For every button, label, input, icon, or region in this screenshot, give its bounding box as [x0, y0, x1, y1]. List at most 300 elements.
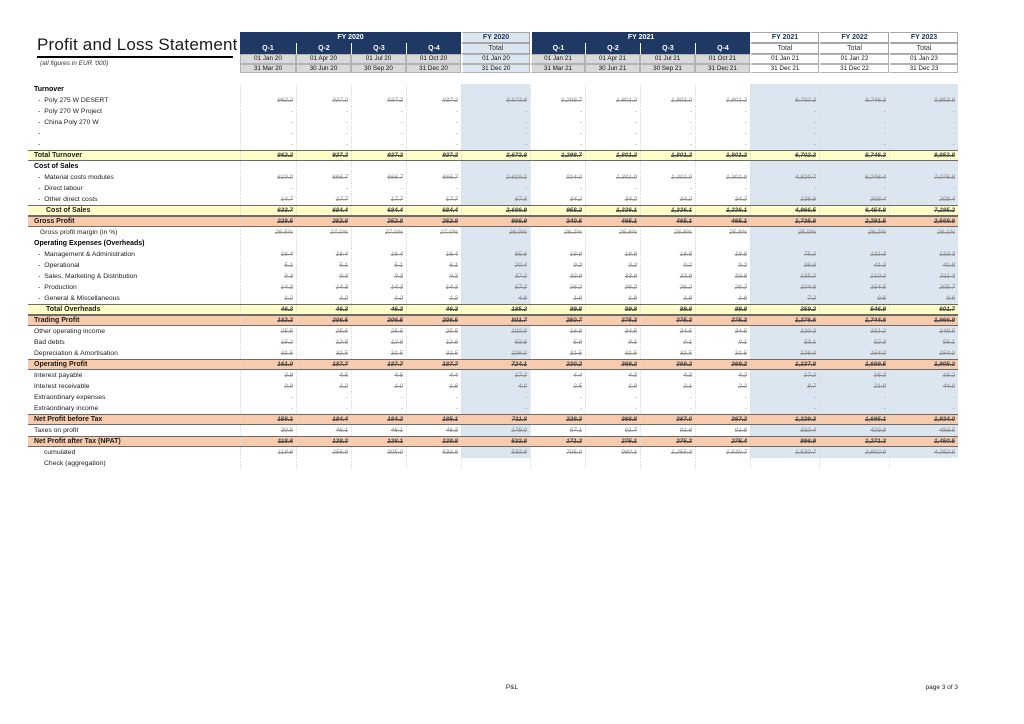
- header-group-row: [240, 32, 958, 43]
- value-cell: 17.7: [296, 194, 351, 205]
- row-label: Operating Profit: [34, 361, 88, 368]
- row-label-text: Operational: [44, 262, 80, 269]
- value-cell: [585, 84, 640, 95]
- value-cell: -: [750, 183, 819, 194]
- date-cell: 30 Jun 21: [585, 64, 640, 74]
- value-cell: -: [406, 128, 461, 139]
- value-cell: 18.8: [695, 249, 750, 260]
- bullet-dash: -: [38, 119, 41, 126]
- value-cell: 26.2%: [530, 227, 585, 238]
- value-cell: 46.3: [406, 305, 461, 314]
- col-header: Total: [461, 43, 530, 54]
- value-cell: 34.5: [640, 326, 695, 337]
- value-cell: 44.9: [889, 381, 958, 392]
- value-cell: 0.9: [240, 381, 296, 392]
- value-cell: 1.2: [240, 293, 296, 304]
- fy-group-header: FY 2021: [750, 32, 819, 43]
- value-cell: 2,619.1: [461, 172, 530, 183]
- value-cell: 138.8: [406, 437, 461, 446]
- value-cell: 37.2: [461, 271, 530, 282]
- value-cell: [750, 238, 819, 249]
- date-cell: 31 Dec 20: [406, 64, 461, 74]
- value-cell: 14.3: [296, 282, 351, 293]
- value-cell: 367.0: [640, 415, 695, 424]
- bullet-dash: -: [38, 262, 41, 269]
- value-cell: [819, 238, 889, 249]
- value-cell: [750, 161, 819, 172]
- value-cell: [530, 161, 585, 172]
- date-cell: 01 Jan 21: [750, 54, 819, 64]
- value-cell: 1,336.1: [585, 206, 640, 215]
- row-operating-profit: [28, 359, 958, 370]
- value-cell: -: [351, 139, 406, 150]
- value-cell: 41.8: [889, 260, 958, 271]
- value-cell: 465.1: [640, 217, 695, 226]
- footer-doc-label: P&L: [505, 684, 519, 691]
- value-cell: 36.8: [750, 260, 819, 271]
- value-cell: -: [695, 128, 750, 139]
- value-cell: -: [240, 128, 296, 139]
- value-cell: 17.7: [351, 194, 406, 205]
- value-cell: 1,689.5: [819, 360, 889, 369]
- value-cell: 705.0: [530, 447, 585, 458]
- value-cell: [819, 84, 889, 95]
- date-cell: 30 Sep 20: [351, 64, 406, 74]
- value-cell: 31.5: [351, 348, 406, 359]
- value-cell: 937.2: [351, 95, 406, 106]
- value-cell: 26.1%: [889, 227, 958, 238]
- value-cell: 89.8: [530, 305, 585, 314]
- value-cell: 4.4: [530, 370, 585, 381]
- value-cell: 256.9: [296, 447, 351, 458]
- row-turnover: [28, 84, 958, 95]
- value-cell: 17.2: [750, 370, 819, 381]
- value-cell: [296, 84, 351, 95]
- value-cell: 1.2: [406, 293, 461, 304]
- value-cell: 6,454.8: [819, 206, 889, 215]
- value-cell: 252.8: [296, 217, 351, 226]
- value-cell: 1,801.2: [585, 95, 640, 106]
- value-cell: 2,802.0: [819, 447, 889, 458]
- value-cell: 711.8: [461, 415, 530, 424]
- value-cell: 9.2: [530, 260, 585, 271]
- row-management-administration: [28, 249, 958, 260]
- col-header: Total: [889, 43, 958, 54]
- value-cell: 9.1: [640, 337, 695, 348]
- value-cell: -: [240, 106, 296, 117]
- value-cell: 15.2: [240, 337, 296, 348]
- value-cell: 275.4: [695, 437, 750, 446]
- value-cell: -: [819, 183, 889, 194]
- value-cell: [585, 161, 640, 172]
- value-cell: 1,695.1: [819, 415, 889, 424]
- value-cell: 178.0: [461, 425, 530, 436]
- date-cell: 30 Jun 20: [296, 64, 351, 74]
- value-cell: 187.7: [296, 360, 351, 369]
- value-cell: 666.7: [296, 172, 351, 183]
- footer-page-number: page 3 of 3: [925, 684, 958, 691]
- value-cell: 16.4: [351, 249, 406, 260]
- value-cell: -: [530, 128, 585, 139]
- row-label-text: Management & Administration: [44, 251, 135, 258]
- value-cell: -: [819, 117, 889, 128]
- value-cell: 980.1: [585, 447, 640, 458]
- row-label-text: General & Miscellaneous: [44, 295, 120, 302]
- row-label: Bad debts: [34, 339, 65, 346]
- value-cell: -: [819, 392, 889, 403]
- date-cell: 01 Jan 20: [461, 54, 530, 64]
- value-cell: 2,686.9: [461, 206, 530, 215]
- value-cell: 65.6: [461, 249, 530, 260]
- value-cell: 89.8: [585, 305, 640, 314]
- value-cell: [750, 84, 819, 95]
- row-operational: [28, 260, 958, 271]
- value-cell: 275.2: [640, 437, 695, 446]
- row-label-text: Sales, Marketing & Distribution: [44, 273, 138, 280]
- value-cell: 275.1: [585, 437, 640, 446]
- value-cell: 26.2%: [819, 227, 889, 238]
- value-cell: 138.1: [351, 437, 406, 446]
- row-blank: [28, 139, 958, 150]
- value-cell: 12.8: [406, 337, 461, 348]
- value-cell: 118.6: [240, 437, 296, 446]
- value-cell: 228.3: [530, 415, 585, 424]
- value-cell: 26.2: [695, 282, 750, 293]
- value-cell: 25.5: [406, 326, 461, 337]
- value-cell: -: [695, 403, 750, 414]
- value-cell: -: [461, 183, 530, 194]
- row-material-costs-modules: [28, 172, 958, 183]
- row-other-operating-income: [28, 326, 958, 337]
- value-cell: 1.2: [296, 293, 351, 304]
- fy-group-header: FY 2023: [889, 32, 958, 43]
- value-cell: 14.3: [351, 282, 406, 293]
- value-cell: 1,301.9: [695, 172, 750, 183]
- col-header: Q-1: [530, 43, 585, 54]
- value-cell: 1,905.3: [889, 360, 958, 369]
- value-cell: 16.2: [889, 370, 958, 381]
- value-cell: 18.8: [530, 249, 585, 260]
- row-label: Other operating income: [34, 328, 106, 335]
- value-cell: 131.3: [819, 249, 889, 260]
- row-label: Net Profit after Tax (NPAT): [34, 438, 121, 445]
- value-cell: -: [240, 117, 296, 128]
- row-poly-275-w-desert: [28, 95, 958, 106]
- value-cell: 187.7: [406, 360, 461, 369]
- value-cell: [406, 84, 461, 95]
- row-poly-270-w-project: [28, 106, 958, 117]
- value-cell: 4.3: [640, 370, 695, 381]
- value-cell: -: [296, 139, 351, 150]
- row-direct-labour: [28, 183, 958, 194]
- value-cell: 465.1: [585, 217, 640, 226]
- value-cell: -: [750, 139, 819, 150]
- value-cell: 1,298.7: [530, 151, 585, 160]
- row-sales-marketing-distribution: [28, 271, 958, 282]
- value-cell: 1,934.0: [889, 415, 958, 424]
- value-cell: 1,336.1: [640, 206, 695, 215]
- value-cell: 151.2: [819, 326, 889, 337]
- fy-group-header: FY 2020: [240, 32, 461, 43]
- row-depreciation-amortisation: [28, 348, 958, 359]
- value-cell: 46.1: [351, 425, 406, 436]
- value-cell: [296, 458, 351, 469]
- row-label: [28, 172, 240, 183]
- title-underline: [37, 56, 233, 58]
- table-header: [240, 32, 958, 73]
- value-cell: -: [750, 392, 819, 403]
- value-cell: 187.7: [351, 360, 406, 369]
- value-cell: 252.8: [351, 217, 406, 226]
- value-cell: 366.8: [585, 415, 640, 424]
- row-label-text: China Poly 270 W: [44, 119, 99, 126]
- value-cell: 16.4: [406, 249, 461, 260]
- value-cell: 89.8: [640, 305, 695, 314]
- value-cell: 862.2: [240, 151, 296, 160]
- row-label: Depreciation & Amortisation: [34, 350, 118, 357]
- row-blank: [28, 128, 958, 139]
- bullet-dash: -: [38, 251, 41, 258]
- value-cell: 1.8: [406, 381, 461, 392]
- fy-group-header: FY 2022: [819, 32, 889, 43]
- value-cell: [461, 238, 530, 249]
- value-cell: 801.7: [461, 316, 530, 325]
- value-cell: -: [461, 117, 530, 128]
- value-cell: [406, 458, 461, 469]
- bullet-dash: -: [38, 295, 41, 302]
- value-cell: [406, 161, 461, 172]
- row-label: Trading Profit: [34, 317, 80, 324]
- value-cell: [461, 458, 530, 469]
- row-total-overheads: [28, 304, 958, 315]
- bullet-dash: -: [38, 185, 41, 192]
- value-cell: 1.2: [351, 293, 406, 304]
- value-cell: [819, 161, 889, 172]
- col-header: Q-3: [351, 43, 406, 54]
- value-cell: 27.0%: [296, 227, 351, 238]
- value-cell: [889, 458, 958, 469]
- date-cell: 31 Dec 22: [819, 64, 889, 74]
- value-cell: 34.5: [695, 326, 750, 337]
- row-extraordinary-income: [28, 403, 958, 414]
- value-cell: 4.5: [351, 370, 406, 381]
- value-cell: -: [695, 139, 750, 150]
- value-cell: -: [889, 403, 958, 414]
- row-label: [28, 95, 240, 106]
- value-cell: -: [585, 106, 640, 117]
- value-cell: -: [461, 106, 530, 117]
- value-cell: 9.3: [406, 271, 461, 282]
- value-cell: 16.8: [530, 326, 585, 337]
- value-cell: 1.0: [351, 381, 406, 392]
- value-cell: 182.2: [240, 316, 296, 325]
- value-cell: -: [889, 106, 958, 117]
- bullet-dash: -: [38, 130, 41, 137]
- value-cell: 14.3: [406, 282, 461, 293]
- value-cell: [351, 238, 406, 249]
- value-cell: -: [240, 183, 296, 194]
- table-body: [28, 84, 958, 469]
- value-cell: 666.7: [406, 172, 461, 183]
- value-cell: 1,301.9: [585, 172, 640, 183]
- date-cell: 01 Jan 22: [819, 54, 889, 64]
- value-cell: 9.2: [695, 260, 750, 271]
- value-cell: [351, 458, 406, 469]
- date-cell: 31 Dec 23: [889, 64, 958, 74]
- value-cell: 2.2: [695, 381, 750, 392]
- value-cell: -: [530, 392, 585, 403]
- value-cell: [530, 238, 585, 249]
- value-cell: [640, 161, 695, 172]
- value-cell: -: [889, 139, 958, 150]
- value-cell: [889, 84, 958, 95]
- value-cell: 228.5: [240, 217, 296, 226]
- value-cell: 4.8: [461, 293, 530, 304]
- value-cell: 154.0: [889, 348, 958, 359]
- value-cell: 533.8: [406, 447, 461, 458]
- value-cell: 104.8: [750, 282, 819, 293]
- value-cell: 206.5: [351, 316, 406, 325]
- value-cell: [240, 84, 296, 95]
- value-cell: 135.2: [750, 271, 819, 282]
- value-cell: 8.7: [750, 381, 819, 392]
- value-cell: 25.8%: [695, 227, 750, 238]
- value-cell: -: [640, 106, 695, 117]
- value-cell: 27.0%: [406, 227, 461, 238]
- value-cell: 375.3: [640, 316, 695, 325]
- row-label: cumulated: [44, 449, 76, 456]
- date-cell: 01 Jan 20: [240, 54, 296, 64]
- row-label: [28, 249, 240, 260]
- row-general-miscellaneous: [28, 293, 958, 304]
- value-cell: 483.5: [889, 425, 958, 436]
- date-cell: 01 Oct 20: [406, 54, 461, 64]
- date-cell: 01 Jul 21: [640, 54, 695, 64]
- value-cell: 26.9%: [461, 227, 530, 238]
- value-cell: -: [296, 106, 351, 117]
- value-cell: [695, 238, 750, 249]
- value-cell: 211.3: [889, 271, 958, 282]
- value-cell: 91.8: [640, 425, 695, 436]
- value-cell: -: [296, 403, 351, 414]
- value-cell: 171.2: [530, 437, 585, 446]
- value-cell: 12.8: [351, 337, 406, 348]
- row-label: [28, 293, 240, 304]
- value-cell: -: [530, 139, 585, 150]
- value-cell: [585, 238, 640, 249]
- value-cell: 57.1: [530, 425, 585, 436]
- row-bad-debts: [28, 337, 958, 348]
- value-cell: -: [640, 128, 695, 139]
- value-cell: -: [695, 392, 750, 403]
- value-cell: 53.6: [461, 337, 530, 348]
- value-cell: -: [585, 183, 640, 194]
- value-cell: 31.5: [640, 348, 695, 359]
- value-cell: 16.3: [819, 370, 889, 381]
- row-label: [28, 271, 240, 282]
- value-cell: 9.3: [351, 271, 406, 282]
- value-cell: 5.1: [296, 260, 351, 271]
- value-cell: 57.2: [461, 282, 530, 293]
- value-cell: -: [695, 183, 750, 194]
- value-cell: 75.2: [750, 249, 819, 260]
- bullet-dash: -: [38, 97, 41, 104]
- row-label: Total Overheads: [46, 306, 101, 313]
- value-cell: 1,801.2: [640, 151, 695, 160]
- value-cell: 4.2: [695, 370, 750, 381]
- value-cell: 34.2: [695, 194, 750, 205]
- row-total-turnover: [28, 150, 958, 161]
- value-cell: 52.3: [819, 337, 889, 348]
- value-cell: 31.5: [695, 348, 750, 359]
- value-cell: 133.3: [889, 249, 958, 260]
- value-cell: 7.2: [750, 293, 819, 304]
- value-cell: 2.1: [640, 381, 695, 392]
- value-cell: [640, 84, 695, 95]
- row-label: Total Turnover: [34, 152, 82, 159]
- value-cell: 4.3: [585, 370, 640, 381]
- row-net-profit-before-tax: [28, 414, 958, 425]
- date-cell: 31 Mar 20: [240, 64, 296, 74]
- value-cell: 5.1: [351, 260, 406, 271]
- value-cell: 206.5: [296, 316, 351, 325]
- row-label: Extraordinary expenses: [34, 394, 106, 401]
- row-label: Taxes on profit: [34, 427, 79, 434]
- value-cell: 9.2: [640, 260, 695, 271]
- value-cell: 206.5: [406, 316, 461, 325]
- value-cell: 1.8: [695, 293, 750, 304]
- value-cell: 118.6: [240, 447, 296, 458]
- value-cell: 1,801.2: [695, 95, 750, 106]
- value-cell: 684.4: [296, 206, 351, 215]
- value-cell: 9,853.8: [889, 95, 958, 106]
- value-cell: 26.5%: [240, 227, 296, 238]
- bullet-dash: -: [38, 174, 41, 181]
- row-interest-receivable: [28, 381, 958, 392]
- date-cell: 01 Jan 23: [889, 54, 958, 64]
- date-cell: 01 Apr 21: [585, 54, 640, 64]
- value-cell: 4.5: [296, 370, 351, 381]
- value-cell: 1,329.3: [750, 415, 819, 424]
- value-cell: 148.5: [889, 326, 958, 337]
- row-label: [28, 106, 240, 117]
- value-cell: 18.8: [640, 249, 695, 260]
- value-cell: 1,801.2: [585, 151, 640, 160]
- value-cell: 31.5: [585, 348, 640, 359]
- value-cell: 16.4: [296, 249, 351, 260]
- row-net-profit-after-tax-npat: [28, 436, 958, 447]
- value-cell: -: [585, 128, 640, 139]
- value-cell: 21.9: [819, 381, 889, 392]
- value-cell: -: [296, 117, 351, 128]
- value-cell: 46.3: [296, 305, 351, 314]
- value-cell: -: [530, 106, 585, 117]
- value-cell: 17.2: [461, 370, 530, 381]
- value-cell: 6,702.3: [750, 95, 819, 106]
- row-label: Gross profit margin (in %): [40, 229, 118, 236]
- value-cell: 34.5: [585, 326, 640, 337]
- row-cost-of-sales: [28, 205, 958, 216]
- value-cell: 1,530.7: [750, 447, 819, 458]
- value-cell: 395.0: [351, 447, 406, 458]
- value-cell: -: [585, 117, 640, 128]
- page-title: Profit and Loss Statement: [37, 35, 238, 54]
- value-cell: -: [819, 106, 889, 117]
- row-cost-of-sales: [28, 161, 958, 172]
- value-cell: [640, 458, 695, 469]
- value-cell: 3,673.8: [461, 151, 530, 160]
- row-label: [28, 128, 240, 139]
